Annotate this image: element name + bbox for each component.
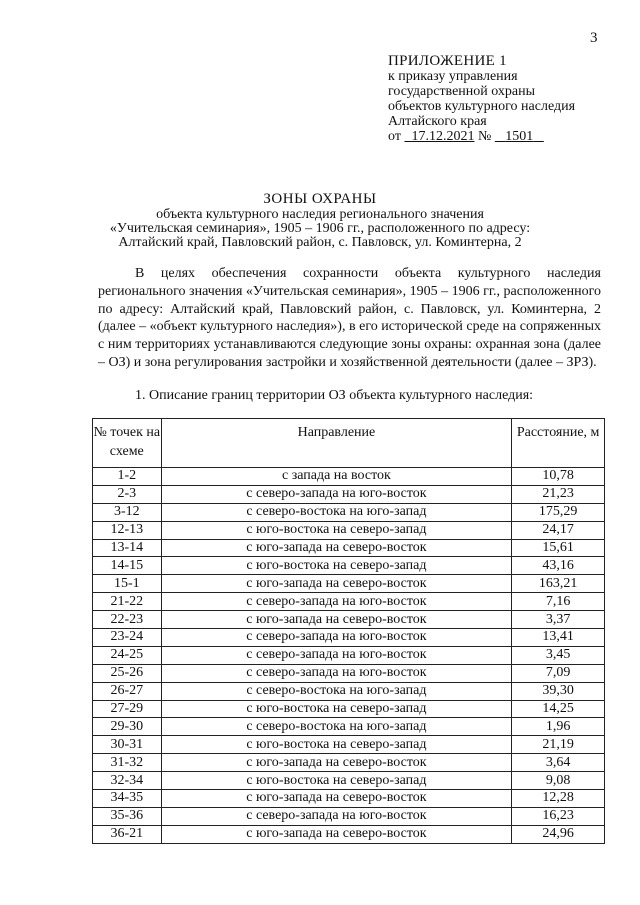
appendix-line: государственной охраны bbox=[388, 84, 536, 99]
header-direction: Направление bbox=[161, 419, 512, 468]
cell-distance: 24,96 bbox=[512, 825, 605, 843]
table-row bbox=[93, 575, 605, 593]
cell-points: 26-27 bbox=[93, 682, 162, 700]
cell-distance: 163,21 bbox=[512, 575, 605, 593]
cell-direction: с северо-запада на юго-восток bbox=[161, 593, 512, 611]
table-row bbox=[93, 503, 605, 521]
header-points: № точек на схеме bbox=[93, 419, 162, 468]
cell-points: 12-13 bbox=[93, 521, 162, 539]
cell-distance: 24,17 bbox=[512, 521, 605, 539]
cell-distance: 43,16 bbox=[512, 557, 605, 575]
page-number: 3 bbox=[590, 30, 598, 46]
table-row bbox=[93, 754, 605, 772]
heading-line: Алтайский край, Павловский район, с. Павловск, ул. Коминтерна, 2 bbox=[118, 235, 522, 250]
table-row bbox=[93, 485, 605, 503]
document-heading bbox=[0, 192, 640, 250]
table-row bbox=[93, 718, 605, 736]
table-row bbox=[93, 790, 605, 808]
table-row bbox=[93, 557, 605, 575]
cell-points: 30-31 bbox=[93, 736, 162, 754]
cell-distance: 175,29 bbox=[512, 503, 605, 521]
heading-line: «Учительская семинария», 1905 – 1906 гг., расположенного по адресу: bbox=[109, 221, 531, 236]
table-row bbox=[93, 664, 605, 682]
cell-points: 22-23 bbox=[93, 611, 162, 629]
table-row bbox=[93, 825, 605, 843]
cell-distance: 3,45 bbox=[512, 646, 605, 664]
table-row bbox=[93, 593, 605, 611]
cell-points: 3-12 bbox=[93, 503, 162, 521]
cell-direction: с северо-запада на юго-восток bbox=[161, 485, 512, 503]
order-number-label: № bbox=[474, 129, 495, 144]
cell-distance: 3,37 bbox=[512, 611, 605, 629]
table-row bbox=[93, 772, 605, 790]
cell-distance: 16,23 bbox=[512, 807, 605, 825]
cell-direction: с юго-востока на северо-запад bbox=[161, 736, 512, 754]
order-date: 17.12.2021 bbox=[411, 129, 475, 144]
table-header-row bbox=[93, 419, 605, 468]
cell-direction: с северо-запада на юго-восток bbox=[161, 664, 512, 682]
cell-points: 25-26 bbox=[93, 664, 162, 682]
cell-points: 1-2 bbox=[93, 468, 162, 486]
cell-direction: с северо-запада на юго-восток bbox=[161, 807, 512, 825]
cell-direction: с юго-востока на северо-запад bbox=[161, 700, 512, 718]
cell-direction: с юго-востока на северо-запад bbox=[161, 521, 512, 539]
cell-direction: с юго-востока на северо-запад bbox=[161, 557, 512, 575]
cell-distance: 3,64 bbox=[512, 754, 605, 772]
appendix-line: объектов культурного наследия bbox=[388, 99, 576, 114]
table-row bbox=[93, 611, 605, 629]
cell-distance: 39,30 bbox=[512, 682, 605, 700]
cell-direction: с юго-запада на северо-восток bbox=[161, 539, 512, 557]
cell-points: 31-32 bbox=[93, 754, 162, 772]
cell-points: 34-35 bbox=[93, 790, 162, 808]
cell-direction: с юго-запада на северо-восток bbox=[161, 825, 512, 843]
table-row bbox=[93, 539, 605, 557]
cell-direction: с запада на восток bbox=[161, 468, 512, 486]
heading-line: объекта культурного наследия регионального значения bbox=[156, 207, 484, 222]
cell-direction: с юго-запада на северо-восток bbox=[161, 575, 512, 593]
cell-points: 27-29 bbox=[93, 700, 162, 718]
cell-direction: с юго-запада на северо-восток bbox=[161, 790, 512, 808]
cell-points: 2-3 bbox=[93, 485, 162, 503]
table-row bbox=[93, 736, 605, 754]
cell-points: 13-14 bbox=[93, 539, 162, 557]
cell-direction: с юго-запада на северо-восток bbox=[161, 754, 512, 772]
cell-distance: 13,41 bbox=[512, 629, 605, 647]
cell-distance: 7,09 bbox=[512, 664, 605, 682]
cell-points: 36-21 bbox=[93, 825, 162, 843]
appendix-line: Алтайского края bbox=[388, 114, 487, 129]
cell-distance: 14,25 bbox=[512, 700, 605, 718]
table-row bbox=[93, 521, 605, 539]
table-row bbox=[93, 629, 605, 647]
cell-direction: с северо-запада на юго-восток bbox=[161, 646, 512, 664]
order-number: 1501 bbox=[505, 129, 534, 144]
cell-points: 35-36 bbox=[93, 807, 162, 825]
cell-distance: 15,61 bbox=[512, 539, 605, 557]
order-line bbox=[388, 129, 575, 144]
cell-distance: 21,23 bbox=[512, 485, 605, 503]
table-row bbox=[93, 682, 605, 700]
table-row bbox=[93, 700, 605, 718]
cell-direction: с северо-востока на юго-запад bbox=[161, 718, 512, 736]
cell-distance: 9,08 bbox=[512, 772, 605, 790]
cell-direction: с северо-запада на юго-восток bbox=[161, 629, 512, 647]
cell-distance: 10,78 bbox=[512, 468, 605, 486]
cell-direction: с северо-востока на юго-запад bbox=[161, 503, 512, 521]
heading-main: ЗОНЫ ОХРАНЫ bbox=[263, 191, 377, 207]
table-row bbox=[93, 646, 605, 664]
cell-distance: 1,96 bbox=[512, 718, 605, 736]
table-row bbox=[93, 468, 605, 486]
cell-points: 23-24 bbox=[93, 629, 162, 647]
cell-direction: с северо-востока на юго-запад bbox=[161, 682, 512, 700]
cell-points: 21-22 bbox=[93, 593, 162, 611]
cell-direction: с юго-востока на северо-запад bbox=[161, 772, 512, 790]
cell-distance: 12,28 bbox=[512, 790, 605, 808]
table-row bbox=[93, 807, 605, 825]
order-prefix: от bbox=[388, 129, 405, 144]
cell-points: 15-1 bbox=[93, 575, 162, 593]
header-distance: Расстояние, м bbox=[512, 419, 605, 468]
boundary-table bbox=[92, 418, 605, 844]
cell-distance: 7,16 bbox=[512, 593, 605, 611]
cell-points: 32-34 bbox=[93, 772, 162, 790]
cell-direction: с юго-запада на северо-восток bbox=[161, 611, 512, 629]
cell-distance: 21,19 bbox=[512, 736, 605, 754]
cell-points: 29-30 bbox=[93, 718, 162, 736]
appendix-line: к приказу управления bbox=[388, 69, 518, 84]
body-paragraph: В целях обеспечения сохранности объекта культурного наследия регионального значения «Учительская семинария», 1905 – 1906 гг., расположенного по адресу: Алтайский край, Павловский район, с. Павловск, ул. Коминтерна, 2 (далее – «объект культурного наследия»), в его исторической среде на сопряженных с ним территориях устанавливаются следующие зоны охраны: охранная зона (далее – ОЗ) и зона регулирования застройки и хозяйственной деятельности (далее – ЗРЗ). bbox=[98, 266, 601, 370]
cell-points: 24-25 bbox=[93, 646, 162, 664]
appendix-title: ПРИЛОЖЕНИЕ 1 bbox=[388, 53, 507, 69]
table-body bbox=[93, 468, 605, 844]
appendix-block bbox=[388, 54, 575, 144]
cell-points: 14-15 bbox=[93, 557, 162, 575]
section-title: 1. Описание границ территории ОЗ объекта культурного наследия: bbox=[135, 388, 534, 403]
